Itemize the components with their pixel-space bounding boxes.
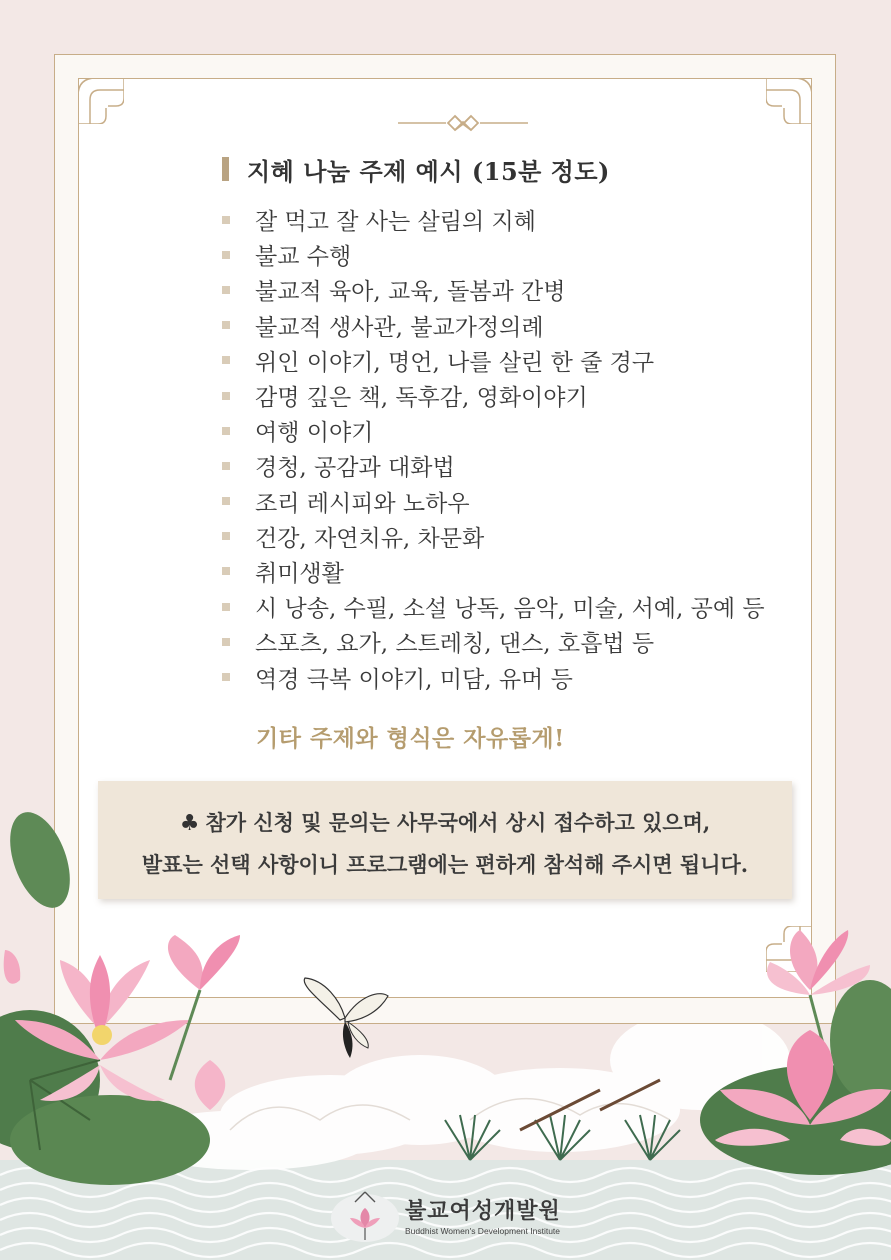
list-item — [222, 272, 765, 307]
bullet-icon — [222, 427, 230, 435]
list-item-text: 여행 이야기 — [255, 420, 374, 447]
list-item-text: 스포츠, 요가, 스트레칭, 댄스, 호흡법 등 — [255, 631, 655, 658]
list-item — [222, 308, 765, 343]
list-item-text: 불교 수행 — [255, 244, 352, 271]
topic-list — [222, 202, 765, 695]
list-item — [222, 659, 765, 694]
list-item-text: 취미생활 — [255, 560, 344, 587]
list-item-text: 감명 깊은 책, 독후감, 영화이야기 — [255, 385, 588, 412]
list-item-text: 위인 이야기, 명언, 나를 살린 한 줄 경구 — [255, 349, 655, 376]
corner-ornament-bottom-right — [766, 926, 812, 972]
club-icon: ♣ — [179, 810, 200, 836]
logo-subtitle: Buddhist Women's Development Institute — [405, 1226, 561, 1236]
tagline: 기타 주제와 형식은 자유롭게! — [256, 725, 565, 752]
notice-line-2 — [98, 849, 792, 879]
list-item — [222, 343, 765, 378]
corner-ornament-top-left — [78, 78, 124, 124]
list-item-text: 시 낭송, 수필, 소설 낭독, 음악, 미술, 서예, 공예 등 — [255, 596, 765, 623]
logo-title: 불교여성개발원 — [405, 1199, 561, 1224]
list-item — [222, 554, 765, 589]
bullet-icon — [222, 603, 230, 611]
heading-bar — [222, 157, 229, 181]
bullet-icon — [222, 673, 230, 681]
notice-text-1: 참가 신청 및 문의는 사무국에서 상시 접수하고 있으며, — [205, 810, 711, 835]
list-item-text: 역경 극복 이야기, 미담, 유머 등 — [255, 666, 573, 693]
bullet-icon — [222, 216, 230, 224]
list-item — [222, 624, 765, 659]
list-item — [222, 378, 765, 413]
list-item-text: 조리 레시피와 노하우 — [255, 490, 470, 517]
list-item — [222, 484, 765, 519]
list-item — [222, 448, 765, 483]
list-item — [222, 519, 765, 554]
corner-ornament-top-right — [766, 78, 812, 124]
section-heading — [222, 152, 610, 186]
list-item — [222, 202, 765, 237]
organization-logo — [330, 1188, 570, 1244]
notice-line-1 — [98, 807, 792, 837]
notice-box — [98, 781, 792, 899]
page-title: 지혜 나눔 주제 예시 (15분 정도) — [247, 156, 610, 186]
list-item-text: 건강, 자연치유, 차문화 — [255, 525, 485, 552]
bullet-icon — [222, 392, 230, 400]
bullet-icon — [222, 462, 230, 470]
bullet-icon — [222, 497, 230, 505]
list-item-text: 잘 먹고 잘 사는 살림의 지혜 — [255, 209, 536, 236]
list-item-text: 불교적 생사관, 불교가정의례 — [255, 314, 544, 341]
list-item — [222, 237, 765, 272]
bullet-icon — [222, 251, 230, 259]
list-item — [222, 589, 765, 624]
list-item-text: 경청, 공감과 대화법 — [255, 455, 455, 482]
bullet-icon — [222, 321, 230, 329]
knot-ornament-icon — [398, 110, 528, 136]
list-item — [222, 413, 765, 448]
bullet-icon — [222, 532, 230, 540]
list-item-text: 불교적 육아, 교육, 돌봄과 간병 — [255, 279, 566, 306]
lotus-logo-icon — [330, 1188, 400, 1244]
notice-text-2: 발표는 선택 사항이니 프로그램에는 편하게 참석해 주시면 됩니다. — [141, 852, 749, 877]
bullet-icon — [222, 567, 230, 575]
bullet-icon — [222, 356, 230, 364]
bullet-icon — [222, 638, 230, 646]
bullet-icon — [222, 286, 230, 294]
